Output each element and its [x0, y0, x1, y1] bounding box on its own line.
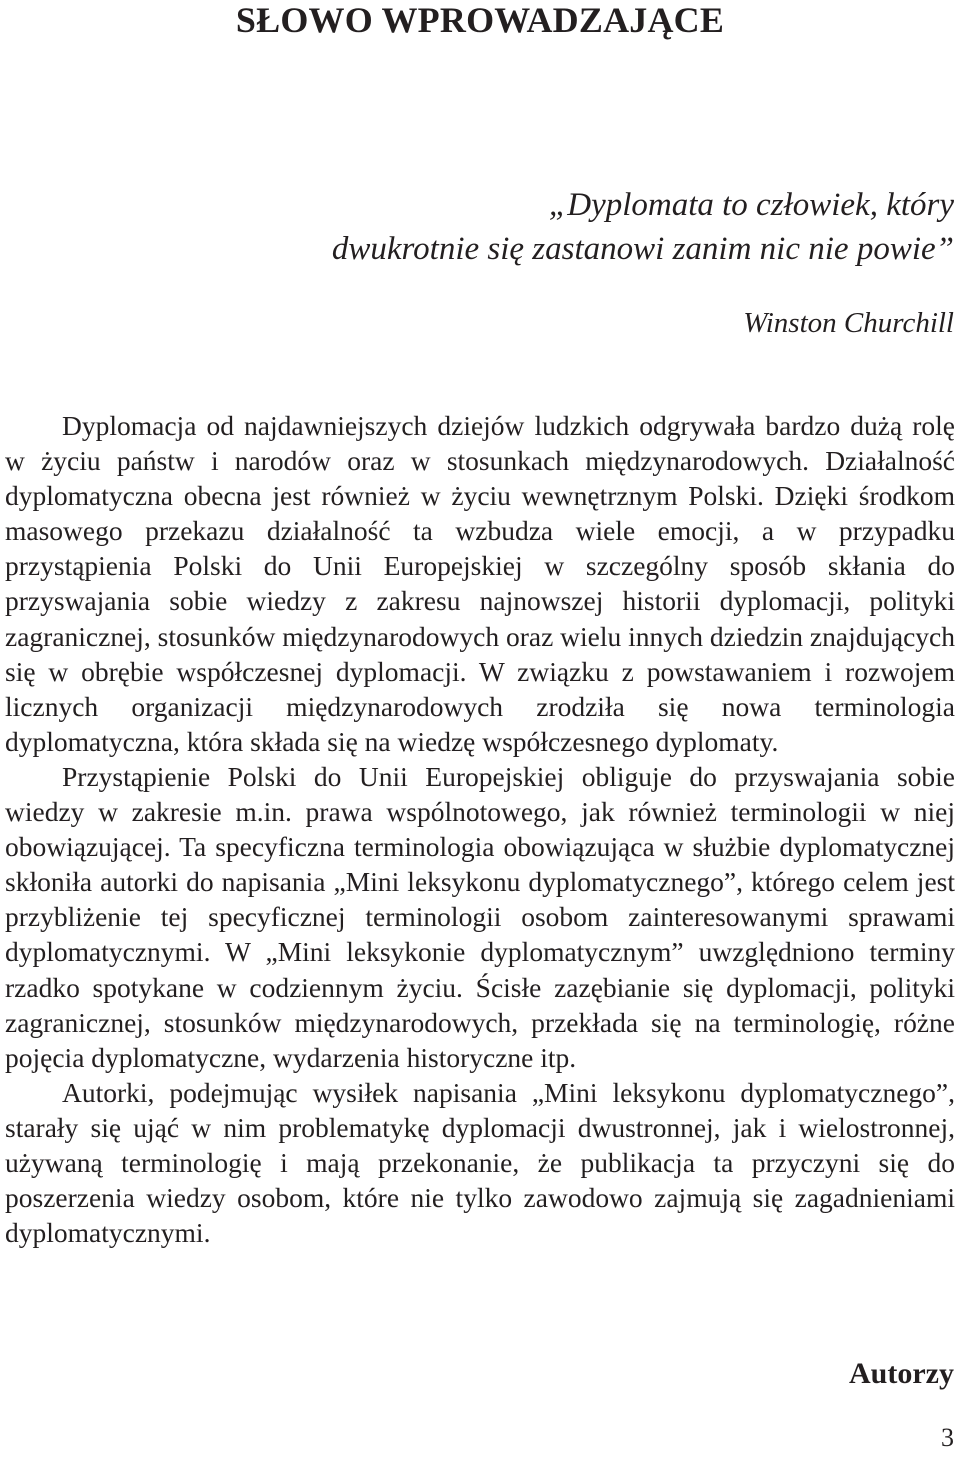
- signature: Autorzy: [849, 1357, 954, 1390]
- page-title: SŁOWO WPROWADZAJĄCE: [235, 0, 725, 40]
- paragraph-3: Autorki, podejmując wysiłek napisania „Mini leksykonu dyplomatycznego”, starały się ująć w nim problematykę dyplomacji dwustronnej, jak i wielostronnej, używaną terminologię i mają przekonanie, że publikacja ta przyczyni się do poszerzenia wiedzy osobom, które nie tylko zawodowo zajmują się zagadnieniami dyplomatycznymi.: [5, 1076, 955, 1249]
- paragraph-1: Dyplomacja od najdawniejszych dziejów ludzkich odgrywała bardzo dużą rolę w życiu państw i narodów oraz w stosunkach międzynarodowych. Działalność dyplomatyczna obecna jest również w życiu wewnętrznym Polski. Dzięki środkom masowego przekazu działalność ta wzbudza wiele emocji, a w przypadku przystąpienia Polski do Unii Europejskiej w szczególny sposób skłania do przyswajania sobie wiedzy z zakresu najnowszej historii dyplomacji, polityki zagranicznej, stosunków międzynarodowych oraz wielu innych dziedzin znajdujących się w obrębie współczesnej dyplomacji. W związku z powstawaniem i rozwojem licznych organizacji międzynarodowych zrodziła się nowa terminologia dyplomatyczna, która składa się na wiedzę współczesnego dyplomaty.: [5, 410, 955, 757]
- epigraph-author: Winston Churchill: [743, 307, 954, 339]
- epigraph-quote: [194, 183, 954, 271]
- paragraph-2: Przystąpienie Polski do Unii Europejskiej obliguje do przyswajania sobie wiedzy w zakresie m.in. prawa wspólnotowego, jak również terminologii w niej obowiązującej. Ta specyficzna terminologia obowiązująca w służbie dyplomatycznej skłoniła autorki do napisania „Mini leksykonu dyplomatycznego”, którego celem jest przybliżenie tej specyficznej terminologii osobom zainteresowanymi sprawami dyplomatycznymi. W „Mini leksykonie dyplomatycznym” uwzględniono terminy rzadko spotykane w codziennym życiu. Ścisłe zazębianie się dyplomacji, polityki zagranicznej, stosunków międzynarodowych, przekłada się na terminologię, różne pojęcia dyplomatyczne, wydarzenia historyczne itp.: [5, 760, 955, 1073]
- body-text: [5, 408, 955, 1250]
- epigraph-line-2: dwukrotnie się zastanowi zanim nic nie powie”: [331, 231, 954, 267]
- page-number: 3: [941, 1423, 954, 1452]
- epigraph-line-1: „Dyplomata to człowiek, który: [548, 187, 954, 223]
